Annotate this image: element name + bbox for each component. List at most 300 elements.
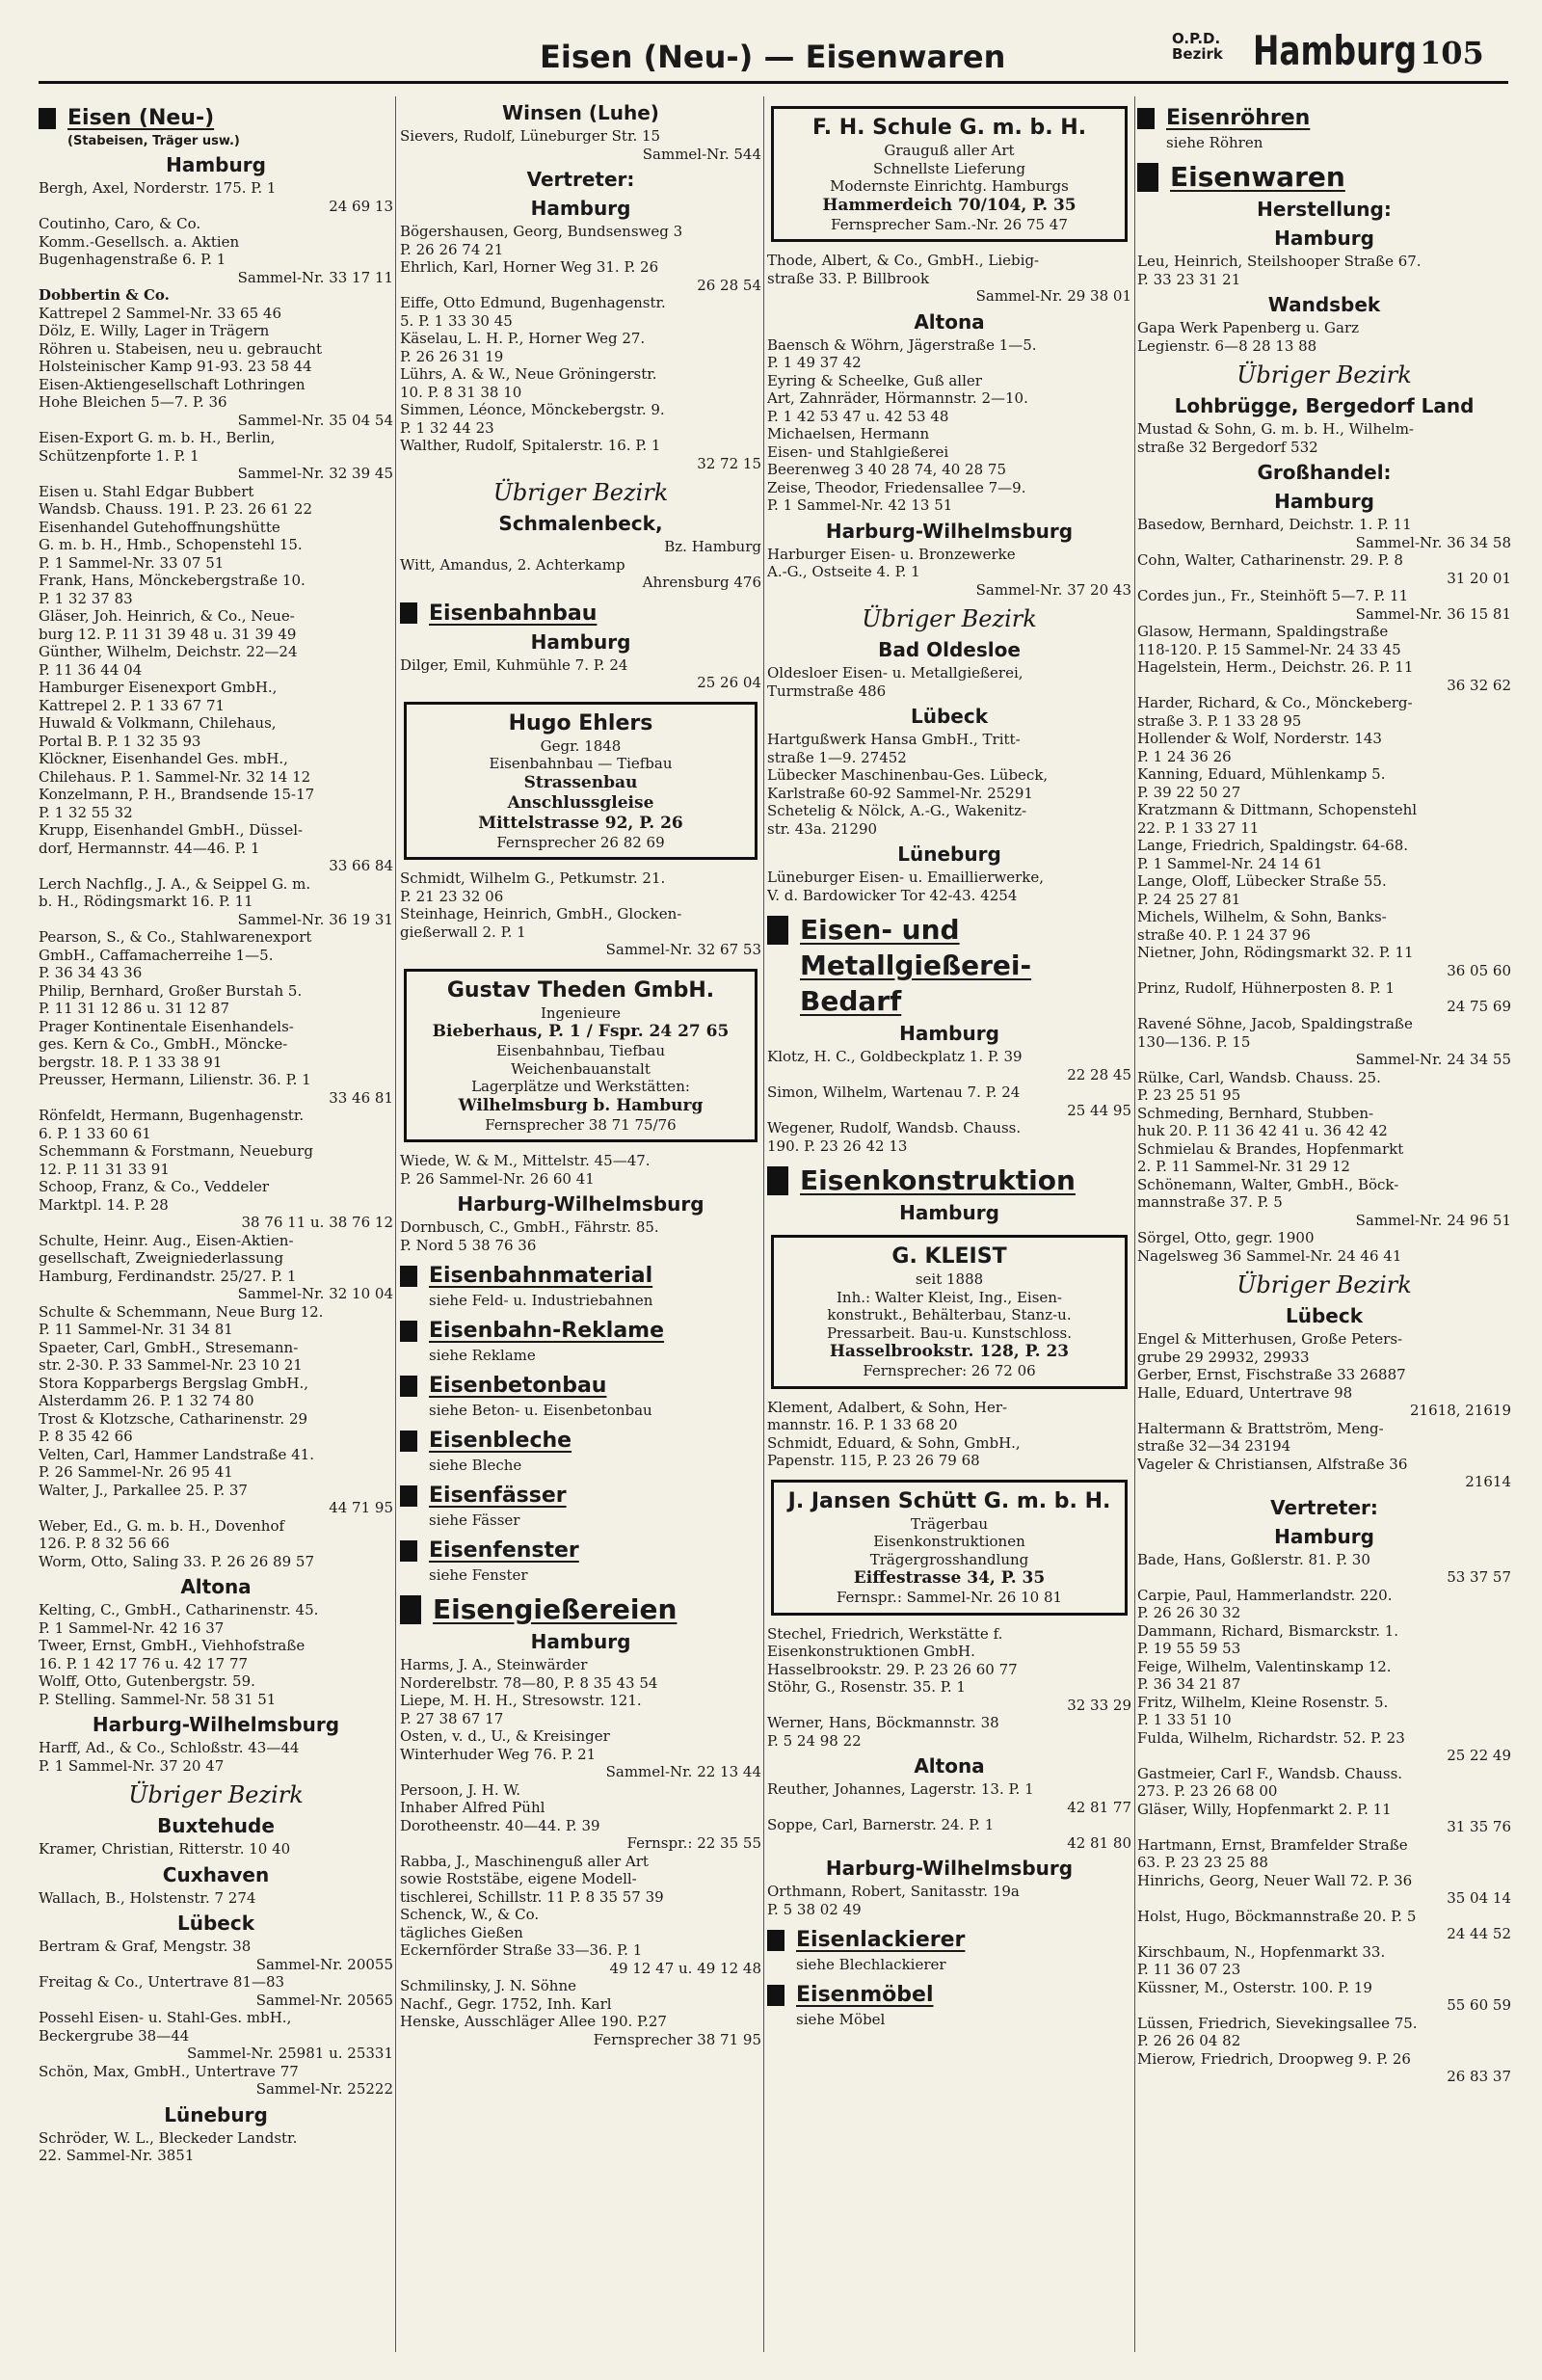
location-heading: Lohbrügge, Bergedorf Land <box>1174 394 1475 417</box>
column-2 <box>400 96 761 2352</box>
listing-line: Frank, Hans, Mönckebergstraße 10. <box>39 572 306 589</box>
location-heading: Hamburg <box>1274 490 1374 513</box>
phone-number: Sammel-Nr. 25981 u. 25331 <box>187 2045 393 2062</box>
listing-line: Wandsb. Chauss. 191. P. 23. 26 61 22 <box>39 500 313 518</box>
listing-line: Küssner, M., Osterstr. 100. P. 19 <box>1137 1978 1372 1996</box>
phone-number: Sammel-Nr. 37 20 43 <box>975 580 1131 599</box>
column-1 <box>39 96 393 2352</box>
listing-line: P. Nord 5 38 76 36 <box>400 1236 537 1254</box>
location-heading: Lübeck <box>1285 1304 1364 1327</box>
listing-line: P. 1 42 53 47 u. 42 53 48 <box>767 407 949 425</box>
listing-line: Cordes jun., Fr., Steinhöft 5—7. P. 11 <box>1137 587 1409 604</box>
listing-line: Klotz, H. C., Goldbeckplatz 1. P. 39 <box>767 1048 1023 1065</box>
ad-line: Anschlussgleise <box>507 792 654 813</box>
listing-line: Vageler & Christiansen, Alfstraße 36 <box>1137 1455 1408 1473</box>
category-title: Eisenlackierer <box>796 1928 966 1952</box>
listing-line: Kelting, C., GmbH., Catharinenstr. 45. <box>39 1601 319 1618</box>
phone-number: Fernspr.: 22 35 55 <box>626 1834 761 1852</box>
see-reference: siehe Fenster <box>429 1566 528 1584</box>
ad-line: Mittelstrasse 92, P. 26 <box>478 813 683 833</box>
listing-line: Possehl Eisen- u. Stahl-Ges. mbH., <box>39 2009 292 2026</box>
listing-line: Fulda, Wilhelm, Richardstr. 52. P. 23 <box>1137 1728 1405 1747</box>
listing-line: mannstr. 16. P. 1 33 68 20 <box>767 1416 958 1433</box>
listing-line: Günther, Wilhelm, Deichstr. 22—24 <box>39 643 298 660</box>
location-heading: Winsen (Luhe) <box>502 101 659 124</box>
listing-line: Spaeter, Carl, GmbH., Stresemann- <box>39 1338 299 1356</box>
listing-line: Schoop, Franz, & Co., Veddeler <box>39 1178 270 1195</box>
listing-line: Kramer, Christian, Ritterstr. 10 40 <box>39 1840 291 1858</box>
phone-number: 33 46 81 <box>329 1088 393 1107</box>
listing-line: V. d. Bardowicker Tor 42-43. 4254 <box>767 886 1018 904</box>
phone-number: 35 04 14 <box>1447 1889 1511 1907</box>
category-heading <box>767 1983 1131 2007</box>
listing-line: Bade, Hans, Goßlerstr. 81. P. 30 <box>1137 1550 1370 1568</box>
phone-number: 55 60 59 <box>1447 1996 1511 2014</box>
phone-number: Sammel-Nr. 36 19 31 <box>237 910 393 928</box>
column-3 <box>767 96 1131 2352</box>
location-heading: Lüneburg <box>897 842 1001 866</box>
phone-number: 22 28 45 <box>1067 1065 1131 1083</box>
ad-line: Hammerdeich 70/104, P. 35 <box>822 195 1077 215</box>
listing-line: Schmeding, Bernhard, Stubben- <box>1137 1104 1374 1122</box>
location-heading: Lüneburg <box>164 2102 268 2126</box>
category-heading <box>400 602 761 626</box>
listing-line: P. 19 55 59 53 <box>1137 1640 1241 1657</box>
ad-line: Weichenbauanstalt <box>511 1059 651 1078</box>
listing-line: Schulte & Schemmann, Neue Burg 12. <box>39 1302 324 1321</box>
listing-line: Liepe, M. H. H., Stresowstr. 121. <box>400 1692 642 1709</box>
phone-number: 42 81 80 <box>1067 1833 1131 1852</box>
ad-line: Grauguß aller Art <box>884 142 1015 159</box>
district-heading: Übriger Bezirk <box>128 1781 304 1808</box>
listing-line: Holst, Hugo, Böckmannstraße 20. P. 5 <box>1137 1907 1417 1925</box>
see-reference: siehe Feld- u. Industriebahnen <box>429 1292 653 1309</box>
listing-line: P. 1 Sammel-Nr. 42 16 37 <box>39 1618 225 1637</box>
district-heading: Übriger Bezirk <box>862 605 1037 632</box>
listing-line: Bögershausen, Georg, Bundsensweg 3 <box>400 223 683 240</box>
bullet-square-icon <box>767 1166 788 1195</box>
category-title: Eisenröhren <box>1166 106 1311 130</box>
ad-line: Hasselbrookstr. 128, P. 23 <box>829 1342 1070 1361</box>
see-reference: siehe Fässer <box>429 1511 520 1529</box>
listing-line: P. 36 34 21 87 <box>1137 1675 1241 1693</box>
category-title: Eisenbahnbau <box>429 601 598 626</box>
listing-line: Käselau, L. H. P., Horner Weg 27. <box>400 330 646 347</box>
phone-number: 25 26 04 <box>697 674 761 691</box>
listing-line: Steinhage, Heinrich, GmbH., Glocken- <box>400 905 682 923</box>
listing-line: Mustad & Sohn, G. m. b. H., Wilhelm- <box>1137 420 1414 438</box>
location-heading: Vertreter: <box>526 168 635 191</box>
listing-line: Haltermann & Brattström, Meng- <box>1137 1419 1384 1437</box>
listing-line: Kattrepel 2 Sammel-Nr. 33 65 46 <box>39 304 281 322</box>
listing-line: Inhaber Alfred Pühl <box>400 1799 545 1816</box>
location-heading: Vertreter: <box>1270 1495 1378 1519</box>
ad-line: Pressarbeit. Bau-u. Kunstschloss. <box>826 1324 1073 1342</box>
location-heading: Buxtehude <box>157 1814 275 1837</box>
category-title: Eisenwaren <box>1170 161 1345 193</box>
listing-line: Stora Kopparbergs Bergslag GmbH., <box>39 1374 308 1392</box>
listing-line: sowie Roststäbe, eigene Modell- <box>400 1870 637 1887</box>
category-title: Eisenfenster <box>429 1538 579 1563</box>
listing-line: Stöhr, G., Rosenstr. 35. P. 1 <box>767 1678 966 1696</box>
listing-line: str. 2-30. P. 33 Sammel-Nr. 23 10 21 <box>39 1356 303 1374</box>
category-title: Eisenbahn-Reklame <box>429 1319 665 1343</box>
listing-line: Rabba, J., Maschinenguß aller Art <box>400 1852 649 1870</box>
listing-line: Wolff, Otto, Gutenbergstr. 59. <box>39 1672 255 1690</box>
page-header <box>0 0 1542 83</box>
ad-line: Eisenbahnbau — Tiefbau <box>489 755 673 772</box>
listing-line: Bugenhagenstraße 6. P. 1 <box>39 251 226 268</box>
category-heading <box>767 1928 1131 1952</box>
column-4 <box>1137 96 1511 2352</box>
location-heading: Hamburg <box>1274 227 1374 250</box>
listing-line: P. 11 36 07 23 <box>1137 1961 1241 1978</box>
phone-number: 25 22 49 <box>1447 1747 1511 1764</box>
listing-line: Kirschbaum, N., Hopfenmarkt 33. <box>1137 1942 1386 1961</box>
listing-line: Bergh, Axel, Norderstr. 175. P. 1 <box>39 179 277 197</box>
listing-line: Freitag & Co., Untertrave 81—83 <box>39 1973 285 1991</box>
listing-line: Pearson, S., & Co., Stahlwarenexport <box>39 928 312 946</box>
listing-line: Coutinho, Caro, & Co. <box>39 215 201 232</box>
listing-line: Baensch & Wöhrn, Jägerstraße 1—5. <box>767 335 1037 354</box>
listing-line: 63. P. 23 23 25 88 <box>1137 1854 1268 1871</box>
phone-number: 38 76 11 u. 38 76 12 <box>241 1214 393 1231</box>
phone-number: 21614 <box>1465 1473 1511 1490</box>
phone-number: 33 66 84 <box>329 857 393 874</box>
location-heading: Bad Oldesloe <box>878 638 1021 661</box>
phone-number: 21618, 21619 <box>1410 1402 1511 1419</box>
listing-line: Osten, v. d., U., & Kreisinger <box>400 1727 610 1745</box>
listing-line: Nachf., Gegr. 1752, Inh. Karl <box>400 1994 612 2013</box>
location-heading: Schmalenbeck, <box>498 512 663 535</box>
listing-line: Dilger, Emil, Kuhmühle 7. P. 24 <box>400 655 628 674</box>
listing-line: Holsteinischer Kamp 91-93. 23 58 44 <box>39 358 312 375</box>
location-heading: Cuxhaven <box>162 1862 270 1886</box>
phone-number: 24 44 52 <box>1447 1925 1511 1942</box>
listing-line: Stechel, Friedrich, Werkstätte f. <box>767 1624 1003 1643</box>
ad-line: Ingenieure <box>540 1003 622 1022</box>
location-heading: Hamburg <box>899 1022 999 1045</box>
location-heading: Lübeck <box>176 1912 255 1935</box>
listing-line: 130—136. P. 15 <box>1137 1032 1251 1051</box>
listing-line: 5. P. 1 33 30 45 <box>400 311 513 330</box>
listing-line: gießerwall 2. P. 1 <box>400 923 526 941</box>
phone-number: Ahrensburg 476 <box>642 574 761 591</box>
listing-line: Schönemann, Walter, GmbH., Böck- <box>1137 1175 1399 1193</box>
ad-line: Fernsprecher 38 71 75/76 <box>485 1115 677 1134</box>
location-heading: Hamburg <box>530 629 631 654</box>
listing-line: Schenck, W., & Co. <box>400 1906 540 1923</box>
ad-line: konstrukt., Behälterbau, Stanz-u. <box>827 1306 1072 1324</box>
listing-line: Reuther, Johannes, Lagerstr. 13. P. 1 <box>767 1780 1034 1798</box>
column-divider <box>395 96 396 2352</box>
listing-line: tischlerei, Schillstr. 11 P. 8 35 57 39 <box>400 1887 664 1906</box>
listing-line: Norderelbstr. 78—80, P. 8 35 43 54 <box>400 1673 658 1692</box>
listing-line: grube 29 29932, 29933 <box>1137 1348 1310 1366</box>
bullet-square-icon <box>39 108 56 129</box>
advertisement-box <box>771 1480 1128 1616</box>
listing-line: Hohe Bleichen 5—7. P. 36 <box>39 393 227 411</box>
listing-line: straße 32—34 23194 <box>1137 1437 1291 1455</box>
phone-number: Sammel-Nr. 36 15 81 <box>1355 604 1511 623</box>
listing-line: P. 26 26 04 82 <box>1137 2032 1241 2049</box>
ad-line: Trägergrosshandlung <box>869 1550 1029 1568</box>
phone-number: 44 71 95 <box>329 1499 393 1516</box>
listing-line: Mierow, Friedrich, Droopweg 9. P. 26 <box>1137 2049 1411 2068</box>
bullet-square-icon <box>400 1321 417 1342</box>
listing-line: Dorotheenstr. 40—44. P. 39 <box>400 1816 600 1834</box>
category-heading <box>400 1538 761 1563</box>
listing-line: Schmidt, Wilhelm G., Petkumstr. 21. <box>400 869 666 887</box>
listing-line: P. 5 24 98 22 <box>767 1731 862 1750</box>
listing-line: P. 27 38 67 17 <box>400 1709 504 1727</box>
location-heading: Harburg-Wilhelmsburg <box>825 519 1074 543</box>
location-heading: Hamburg <box>899 1201 999 1224</box>
listing-line: P. 26 26 74 21 <box>400 240 504 258</box>
phone-number: 24 75 69 <box>1447 997 1511 1015</box>
header-rule <box>39 81 1508 84</box>
district-heading: Übriger Bezirk <box>492 479 669 506</box>
listing-line: Beerenweg 3 40 28 74, 40 28 75 <box>767 461 1007 478</box>
listing-line: Carpie, Paul, Hammerlandstr. 220. <box>1137 1586 1393 1604</box>
bullet-square-icon <box>400 1485 417 1507</box>
ad-line: Wilhelmsburg b. Hamburg <box>458 1095 704 1115</box>
ad-line: Lagerplätze und Werkstätten: <box>471 1078 690 1095</box>
listing-line: Prinz, Rudolf, Hühnerposten 8. P. 1 <box>1137 979 1396 997</box>
phone-number: 32 33 29 <box>1067 1696 1131 1714</box>
listing-line: Dobbertin & Co. <box>39 286 170 304</box>
listing-line: Oldesloer Eisen- u. Metallgießerei, <box>767 664 1024 682</box>
listing-line: mannstraße 37. P. 5 <box>1137 1193 1283 1211</box>
listing-line: Hartmann, Ernst, Bramfelder Straße <box>1137 1835 1408 1854</box>
district-heading: Übriger Bezirk <box>1236 361 1412 388</box>
listing-line: burg 12. P. 11 31 39 48 u. 31 39 49 <box>39 625 297 643</box>
category-heading <box>400 1264 761 1288</box>
listing-line: huk 20. P. 11 36 42 41 u. 36 42 42 <box>1137 1122 1388 1139</box>
listing-line: Hartgußwerk Hansa GmbH., Tritt- <box>767 731 1021 748</box>
listing-line: Krupp, Eisenhandel GmbH., Düssel- <box>39 821 304 839</box>
listing-line: Engel & Mitterhusen, Große Peters- <box>1137 1330 1403 1348</box>
bullet-square-icon <box>400 1431 417 1452</box>
listing-line: 190. P. 23 26 42 13 <box>767 1137 908 1155</box>
listing-line: Bertram & Graf, Mengstr. 38 <box>39 1938 252 1955</box>
listing-line: 6. P. 1 33 60 61 <box>39 1124 151 1142</box>
listing-line: ges. Kern & Co., GmbH., Möncke- <box>39 1035 288 1053</box>
phone-number: Sammel-Nr. 35 04 54 <box>237 411 393 429</box>
phone-number: 53 37 57 <box>1447 1568 1511 1586</box>
listing-line: 12. P. 11 31 33 91 <box>39 1160 170 1178</box>
listing-line: Schröder, W. L., Bleckeder Landstr. <box>39 2128 298 2147</box>
listing-line: 22. Sammel-Nr. 3851 <box>39 2147 195 2164</box>
listing-line: Lührs, A. & W., Neue Gröningerstr. <box>400 365 657 383</box>
listing-line: Komm.-Gesellsch. a. Aktien <box>39 232 240 251</box>
ad-line: Bieberhaus, P. 1 / Fspr. 24 27 65 <box>432 1022 730 1041</box>
bullet-square-icon <box>400 1376 417 1397</box>
listing-line: Simon, Wilhelm, Wartenau 7. P. 24 <box>767 1083 1021 1101</box>
listing-line: G. m. b. H., Hmb., Schopenstehl 15. <box>39 536 303 553</box>
listing-line: Schmilinsky, J. N. Söhne <box>400 1977 577 1994</box>
category-heading <box>400 1374 761 1398</box>
location-heading: Harburg-Wilhelmsburg <box>92 1713 340 1736</box>
phone-number: 25 44 95 <box>1067 1101 1131 1119</box>
phone-number: 32 72 15 <box>697 454 761 472</box>
ad-line: Eisenkonstruktionen <box>873 1533 1025 1550</box>
phone-number: Sammel-Nr. 32 67 53 <box>605 941 761 958</box>
listing-line: Hinrichs, Georg, Neuer Wall 72. P. 36 <box>1137 1871 1413 1889</box>
bullet-square-icon <box>400 1595 421 1624</box>
phone-number: Sammel-Nr. 544 <box>642 145 761 163</box>
listing-line: P. 33 23 31 21 <box>1137 270 1241 288</box>
listing-line: P. 1 32 37 83 <box>39 589 133 607</box>
listing-line: P. 11 31 12 86 u. 31 12 87 <box>39 1000 230 1017</box>
location-heading: Harburg-Wilhelmsburg <box>825 1857 1074 1880</box>
ad-line: Fernsprecher Sam.-Nr. 26 75 47 <box>831 215 1068 233</box>
listing-line: Werner, Hans, Böckmannstr. 38 <box>767 1714 999 1731</box>
listing-line: Soppe, Carl, Barnerstr. 24. P. 1 <box>767 1816 995 1833</box>
phone-number: 36 32 62 <box>1447 676 1511 694</box>
listing-line: Leu, Heinrich, Steilshooper Straße 67. <box>1137 253 1422 270</box>
listing-line: 22. P. 1 33 27 11 <box>1137 818 1260 837</box>
ad-line: Fernsprecher: 26 72 06 <box>863 1362 1036 1379</box>
ad-line: Fernspr.: Sammel-Nr. 26 10 81 <box>836 1589 1063 1606</box>
category-heading <box>767 1164 1131 1196</box>
category-heading <box>767 949 1131 981</box>
listing-line: Henske, Ausschläger Allee 190. P.27 <box>400 2013 667 2030</box>
listing-line: Worm, Otto, Saling 33. P. 26 26 89 57 <box>39 1552 314 1570</box>
listing-line: GmbH., Caffamacherreihe 1—5. <box>39 946 274 964</box>
ad-line: Trägerbau <box>911 1514 988 1533</box>
phone-number: Sammel-Nr. 22 13 44 <box>605 1763 761 1780</box>
ad-title: Gustav Theden GmbH. <box>446 977 715 1003</box>
listing-line: Nagelsweg 36 Sammel-Nr. 24 46 41 <box>1137 1246 1402 1265</box>
category-title: Eisen (Neu-) <box>67 106 215 130</box>
ad-title: Hugo Ehlers <box>508 710 653 735</box>
phone-number: Bz. Hamburg <box>664 538 761 555</box>
phone-number: 24 69 13 <box>329 197 393 215</box>
bullet-square-icon <box>767 916 788 945</box>
listing-line: Zeise, Theodor, Friedensallee 7—9. <box>767 478 1026 496</box>
listing-line: Gastmeier, Carl F., Wandsb. Chauss. <box>1137 1764 1403 1782</box>
listing-line: Walther, Rudolf, Spitalerstr. 16. P. 1 <box>400 437 661 454</box>
see-reference: siehe Bleche <box>429 1457 522 1474</box>
listing-line: Lüssen, Friedrich, Sievekingsallee 75. <box>1137 2014 1418 2032</box>
see-reference: siehe Reklame <box>429 1347 536 1364</box>
bullet-square-icon <box>400 602 417 624</box>
listing-line: dorf, Hermannstr. 44—46. P. 1 <box>39 839 260 857</box>
listing-line: Weber, Ed., G. m. b. H., Dovenhof <box>39 1516 285 1535</box>
location-heading: Hamburg <box>530 1630 631 1653</box>
listing-line: P. 8 35 42 66 <box>39 1428 133 1445</box>
category-heading <box>400 1593 761 1625</box>
listing-line: P. 1 Sammel-Nr. 24 14 61 <box>1137 854 1323 872</box>
listing-line: Walter, J., Parkallee 25. P. 37 <box>39 1481 248 1499</box>
listing-line: Eisenhandel Gutehoffnungshütte <box>39 518 280 536</box>
advertisement-box <box>404 969 758 1143</box>
listing-line: Eckernförder Straße 33—36. P. 1 <box>400 1941 643 1959</box>
category-heading <box>767 985 1131 1017</box>
location-heading: Hamburg <box>530 197 631 220</box>
phone-number: Sammel-Nr. 20565 <box>255 1991 393 2009</box>
listing-line: Hamburger Eisenexport GmbH., <box>39 679 278 696</box>
listing-line: Witt, Amandus, 2. Achterkamp <box>400 555 625 574</box>
listing-line: Gläser, Joh. Heinrich, & Co., Neue- <box>39 607 295 625</box>
listing-line: P. 39 22 50 27 <box>1137 783 1241 801</box>
ad-line: Strassenbau <box>523 772 638 792</box>
listing-line: P. 1 Sammel-Nr. 37 20 47 <box>39 1756 225 1775</box>
listing-line: Lange, Oloff, Lübecker Straße 55. <box>1137 872 1387 890</box>
advertisement-box <box>771 106 1128 242</box>
listing-line: Harburger Eisen- u. Bronzewerke <box>767 545 1016 563</box>
listing-line: Orthmann, Robert, Sanitasstr. 19a <box>767 1883 1020 1900</box>
listing-line: 2. P. 11 Sammel-Nr. 31 29 12 <box>1137 1158 1350 1175</box>
see-reference: siehe Beton- u. Eisenbetonbau <box>429 1402 652 1419</box>
phone-number: 31 20 01 <box>1447 569 1511 587</box>
listing-line: Thode, Albert, & Co., GmbH., Liebig- <box>767 252 1040 269</box>
listing-line: P. 26 26 31 19 <box>400 347 504 365</box>
listing-line: P. 24 25 27 81 <box>1137 890 1241 908</box>
listing-line: Persoon, J. H. W. <box>400 1780 520 1799</box>
location-heading: Lübeck <box>910 705 989 728</box>
listing-line: Ehrlich, Karl, Horner Weg 31. P. 26 <box>400 258 659 276</box>
listing-line: P. 5 38 02 49 <box>767 1900 862 1918</box>
listing-line: Karlstraße 60-92 Sammel-Nr. 25291 <box>767 784 1033 802</box>
listing-line: Konzelmann, P. H., Brandsende 15-17 <box>39 786 315 803</box>
category-heading <box>400 1319 761 1343</box>
listing-line: Hollender & Wolf, Norderstr. 143 <box>1137 730 1382 747</box>
opd-text: O.P.D. <box>1172 30 1221 47</box>
listing-line: Schmielau & Brandes, Hopfenmarkt <box>1137 1139 1404 1158</box>
listing-line: P. 1 49 37 42 <box>767 354 862 371</box>
listing-line: straße 1—9. 27452 <box>767 748 907 766</box>
listing-line: Hasselbrookstr. 29. P. 23 26 60 77 <box>767 1660 1018 1678</box>
listing-line: Gapa Werk Papenberg u. Garz <box>1137 319 1360 336</box>
listing-line: Nietner, John, Rödingsmarkt 32. P. 11 <box>1137 944 1414 961</box>
listing-line: Eiffe, Otto Edmund, Bugenhagenstr. <box>400 294 666 311</box>
district-heading: Übriger Bezirk <box>1236 1271 1412 1298</box>
listing-line: Rönfeldt, Hermann, Bugenhagenstr. <box>39 1107 305 1124</box>
phone-number: 42 81 77 <box>1067 1798 1131 1816</box>
category-title: Metallgießerei- <box>800 949 1032 981</box>
listing-line: straße 3. P. 1 33 28 95 <box>1137 711 1302 730</box>
phone-number: Sammel-Nr. 32 39 45 <box>237 465 393 482</box>
listing-line: Feige, Wilhelm, Valentinskamp 12. <box>1137 1657 1392 1675</box>
listing-line: Kratzmann & Dittmann, Schopenstehl <box>1137 801 1418 818</box>
listing-line: P. 11 Sammel-Nr. 31 34 81 <box>39 1321 233 1338</box>
listing-line: Hagelstein, Herm., Deichstr. 26. P. 11 <box>1137 658 1414 676</box>
listing-line: Sörgel, Otto, gegr. 1900 <box>1137 1229 1315 1246</box>
listing-line: Lange, Friedrich, Spaldingstr. 64-68. <box>1137 837 1409 854</box>
ad-line: seit 1888 <box>915 1270 984 1288</box>
phone-number: 36 05 60 <box>1447 961 1511 979</box>
phone-number: Sammel-Nr. 32 10 04 <box>237 1285 393 1302</box>
listing-line: Michaelsen, Hermann <box>767 425 930 442</box>
listing-line: 16. P. 1 42 17 76 u. 42 17 77 <box>39 1654 249 1672</box>
bezirk-text: Bezirk <box>1172 45 1223 63</box>
listing-line: Schulte, Heinr. Aug., Eisen-Aktien- <box>39 1231 294 1249</box>
category-title: Eisenmöbel <box>796 1983 934 2007</box>
location-heading: Wandsbek <box>1267 293 1381 316</box>
listing-line: Eisen u. Stahl Edgar Bubbert <box>39 482 254 500</box>
listing-line: gesellschaft, Zweigniederlassung <box>39 1249 284 1267</box>
category-heading <box>39 106 393 130</box>
location-heading: Hamburg <box>166 153 266 176</box>
listing-line: P. 1 32 55 32 <box>39 803 133 821</box>
phone-number: 26 28 54 <box>697 276 761 294</box>
listing-line: Schetelig & Nölck, A.-G., Wakenitz- <box>767 802 1027 819</box>
ad-line: Schnellste Lieferung <box>873 159 1025 177</box>
ad-line: Fernsprecher 26 82 69 <box>496 833 665 851</box>
listing-line: Turmstraße 486 <box>767 682 887 700</box>
